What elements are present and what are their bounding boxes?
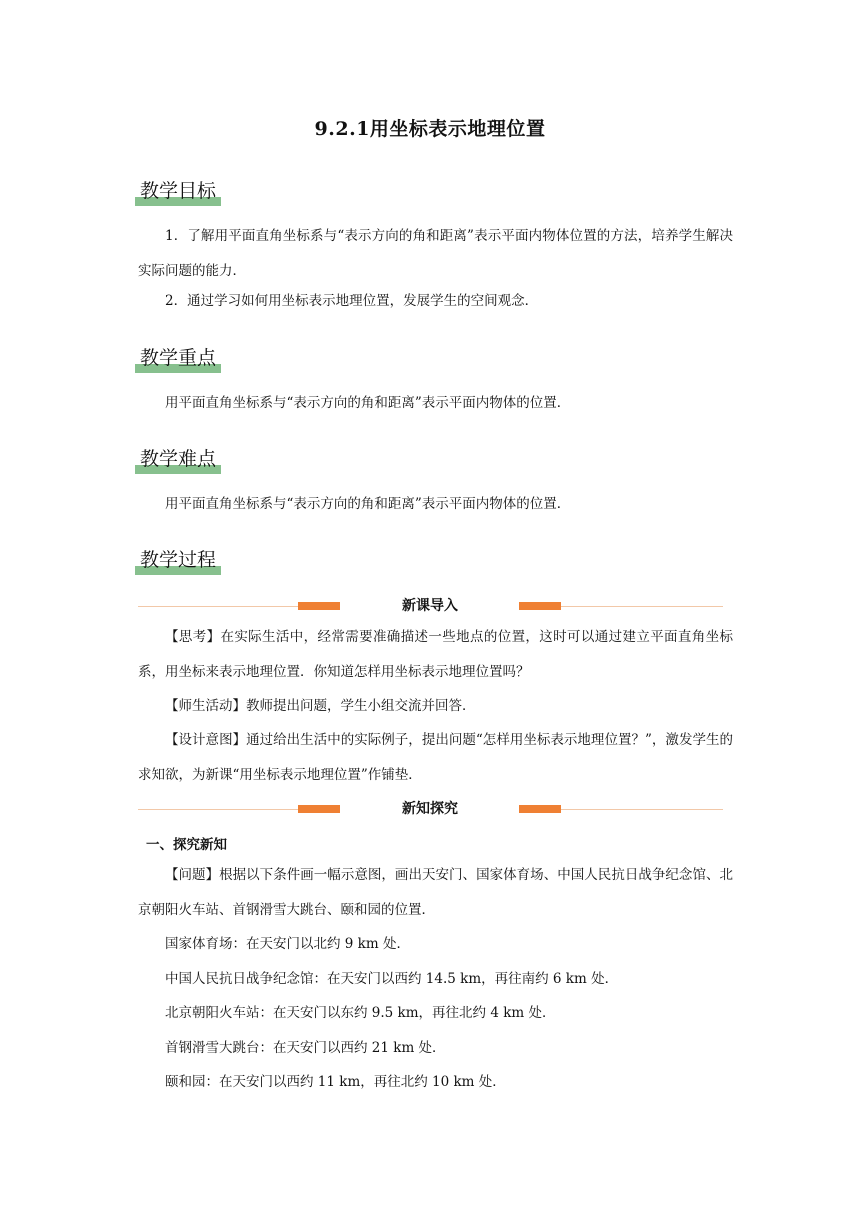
divider-bar-right [519, 602, 561, 610]
difficulties-text: 用平面直角坐标系与“表示方向的角和距离”表示平面内物体的位置． [165, 496, 571, 512]
design-paragraph [138, 723, 733, 793]
activity-paragraph [138, 689, 733, 724]
divider-explore [138, 799, 723, 819]
section-heading-process [138, 545, 218, 575]
design-text: 通过给出生活中的实际例子，提出问题“怎样用坐标表示地理位置？”，激发学生的求知欲，为新课“用坐标表示地理位置”作铺垫． [138, 732, 734, 783]
location-line: 国家体育场：在天安门以北约 9 km 处． [165, 936, 410, 952]
think-paragraph [138, 620, 733, 690]
divider-line-right [561, 809, 723, 810]
think-tag: 【思考】 [165, 629, 221, 645]
section-heading-label: 教学过程 [140, 549, 217, 571]
key-points-text: 用平面直角坐标系与“表示方向的角和距离”表示平面内物体的位置． [165, 395, 571, 411]
activity-text: 教师提出问题，学生小组交流并回答． [246, 698, 476, 714]
section-heading-label: 教学目标 [140, 180, 217, 202]
section-heading-label: 教学难点 [140, 448, 217, 470]
divider-label: 新课导入 [402, 598, 458, 614]
activity-tag: 【师生活动】 [165, 698, 246, 714]
location-line: 首钢滑雪大跳台：在天安门以西约 21 km 处． [165, 1040, 446, 1056]
design-tag: 【设计意图】 [165, 732, 247, 748]
page-title: 9.2.1用坐标表示地理位置 [314, 118, 546, 140]
section-heading-key-points [138, 343, 218, 373]
location-line: 北京朝阳火车站：在天安门以东约 9.5 km，再往北约 4 km 处． [165, 1005, 556, 1021]
divider-bar-left [298, 602, 340, 610]
divider-line-left [138, 606, 298, 607]
question-tag: 【问题】 [165, 867, 220, 883]
section-heading-goals [138, 176, 218, 206]
think-text: 在实际生活中，经常需要准确描述一些地点的位置，这时可以通过建立平面直角坐标系，用坐标来表示地理位置．你知道怎样用坐标表示地理位置吗？ [138, 629, 734, 680]
goal-item-2: 2．通过学习如何用坐标表示地理位置，发展学生的空间观念． [165, 293, 539, 309]
divider-line-left [138, 809, 298, 810]
explore-subhead: 一、探究新知 [146, 837, 227, 853]
location-line: 颐和园：在天安门以西约 11 km，再往北约 10 km 处． [165, 1074, 506, 1090]
divider-intro [138, 596, 723, 616]
divider-label: 新知探究 [402, 801, 458, 817]
divider-bar-right [519, 805, 561, 813]
section-heading-difficulties [138, 444, 218, 474]
divider-line-right [561, 606, 723, 607]
location-line: 中国人民抗日战争纪念馆：在天安门以西约 14.5 km，再往南约 6 km 处． [165, 971, 619, 987]
question-paragraph [138, 858, 733, 928]
question-text: 根据以下条件画一幅示意图，画出天安门、国家体育场、中国人民抗日战争纪念馆、北京朝阳火车站、首钢滑雪大跳台、颐和园的位置． [138, 867, 734, 918]
divider-bar-left [298, 805, 340, 813]
goal-item-1: 1．了解用平面直角坐标系与“表示方向的角和距离”表示平面内物体位置的方法，培养学生解决实际问题的能力． [138, 228, 733, 279]
section-heading-label: 教学重点 [140, 347, 217, 369]
